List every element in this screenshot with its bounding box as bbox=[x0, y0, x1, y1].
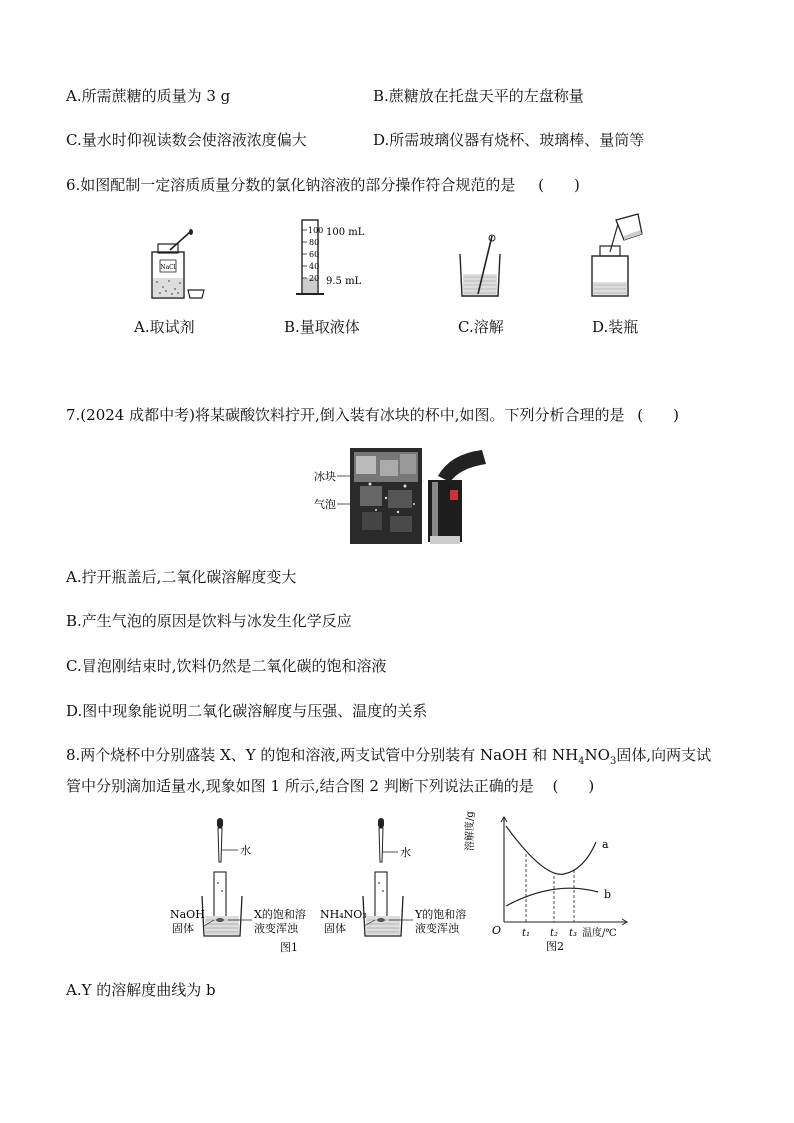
water-label-2: 水 bbox=[400, 846, 411, 859]
q6-stem-text: 6.如图配制一定溶质质量分数的氯化钠溶液的部分操作符合规范的是 bbox=[66, 176, 516, 194]
spoon bbox=[170, 232, 190, 250]
q6-caption-d: D.装瓶 bbox=[592, 318, 639, 336]
q6-stem bbox=[66, 175, 580, 195]
x-axis-label: 温度/℃ bbox=[582, 928, 617, 939]
curve-b bbox=[506, 888, 598, 906]
tick-80: 80 bbox=[309, 238, 320, 247]
q8-stem-line2-text: 管中分别滴加适量水,现象如图 1 所示,结合图 2 判断下列说法正确的是 bbox=[66, 777, 534, 795]
apparatus-nh4no3 bbox=[363, 818, 413, 936]
q7-option-b: B.产生气泡的原因是饮料与冰发生化学反应 bbox=[66, 612, 352, 630]
q5-option-a: A.所需蔗糖的质量为 3 g bbox=[66, 87, 231, 105]
figure-2-caption: 图2 bbox=[546, 940, 564, 953]
reading-label: 9.5 mL bbox=[326, 276, 362, 287]
q6-figure-b bbox=[288, 214, 378, 302]
q8-stem-part1: 8.两个烧杯中分别盛装 X、Y 的饱和溶液,两支试管中分别装有 NaOH 和 NH bbox=[66, 746, 579, 764]
q7-option-d: D.图中现象能说明二氧化碳溶解度与压强、温度的关系 bbox=[66, 702, 428, 720]
curve-b-label: b bbox=[604, 888, 612, 901]
q6-figure-c bbox=[456, 232, 506, 302]
q6-answer-bracket: ( ) bbox=[538, 176, 580, 194]
figure-1-caption: 图1 bbox=[280, 941, 298, 954]
q8-stem-sub1: 4 bbox=[578, 756, 585, 767]
q6-caption-a: A.取试剂 bbox=[134, 318, 195, 336]
capacity-label: 100 mL bbox=[326, 227, 365, 238]
q5-option-c: C.量水时仰视读数会使溶液浓度偏大 bbox=[66, 131, 307, 149]
q8-stem-part2: NO bbox=[584, 746, 610, 764]
q7-stem bbox=[66, 405, 679, 425]
q8-stem-line2 bbox=[66, 776, 594, 796]
tick-100: 100 bbox=[308, 226, 324, 235]
bottle-cap bbox=[188, 290, 204, 298]
nh4no3-label: NH₄NO₃ bbox=[320, 908, 367, 921]
q8-stem-part3: 固体,向两支试 bbox=[616, 746, 712, 764]
naoh-label: NaOH bbox=[170, 908, 205, 921]
y-turbid-label: 液变浑浊 bbox=[415, 922, 459, 935]
t3-label: t₃ bbox=[569, 928, 578, 939]
q7-option-a: A.拧开瓶盖后,二氧化碳溶解度变大 bbox=[66, 568, 297, 586]
x-solution-label: X的饱和溶 bbox=[254, 908, 306, 921]
curve-a-label: a bbox=[602, 838, 609, 851]
tick-40: 40 bbox=[309, 262, 320, 271]
tick-60: 60 bbox=[309, 250, 320, 259]
q6-caption-c: C.溶解 bbox=[458, 318, 504, 336]
q7-option-c: C.冒泡刚结束时,饮料仍然是二氧化碳的饱和溶液 bbox=[66, 657, 387, 675]
t2-label: t₂ bbox=[550, 928, 559, 939]
x-turbid-label: 液变浑浊 bbox=[254, 922, 298, 935]
q8-option-a: A.Y 的溶解度曲线为 b bbox=[66, 981, 216, 999]
tick-20: 20 bbox=[309, 274, 320, 283]
water-label-1: 水 bbox=[240, 844, 251, 857]
q7-answer-bracket: ( ) bbox=[637, 406, 679, 424]
q5-option-d: D.所需玻璃仪器有烧杯、玻璃棒、量筒等 bbox=[373, 131, 645, 149]
q8-figure-2 bbox=[465, 811, 634, 956]
q7-stem-text: 7.(2024 成都中考)将某碳酸饮料拧开,倒入装有冰块的杯中,如图。下列分析合理的是 bbox=[66, 406, 625, 424]
curve-a bbox=[506, 826, 596, 874]
q8-figure-1 bbox=[168, 816, 486, 956]
naoh-solid-label: 固体 bbox=[172, 922, 194, 935]
ice-label: 冰块 bbox=[314, 470, 336, 483]
q8-stem-line1 bbox=[66, 745, 711, 772]
nacl-label: NaCl bbox=[160, 264, 176, 271]
q8-answer-bracket: ( ) bbox=[552, 777, 595, 795]
bubble-label: 气泡 bbox=[314, 498, 336, 511]
q7-photo bbox=[310, 446, 486, 546]
origin-label: O bbox=[492, 924, 502, 937]
t1-label: t₁ bbox=[522, 928, 531, 939]
y-axis-label: 溶解度/g bbox=[465, 811, 476, 851]
q8-stem-sub2: 3 bbox=[609, 756, 617, 767]
nh4no3-solid-label: 固体 bbox=[324, 922, 346, 935]
q5-option-b: B.蔗糖放在托盘天平的左盘称量 bbox=[373, 87, 584, 105]
apparatus-naoh bbox=[202, 818, 252, 936]
y-solution-label: Y的饱和溶 bbox=[415, 908, 467, 921]
q6-caption-b: B.量取液体 bbox=[284, 318, 360, 336]
q6-figure-a bbox=[140, 232, 210, 302]
q6-figure-d bbox=[586, 212, 646, 302]
